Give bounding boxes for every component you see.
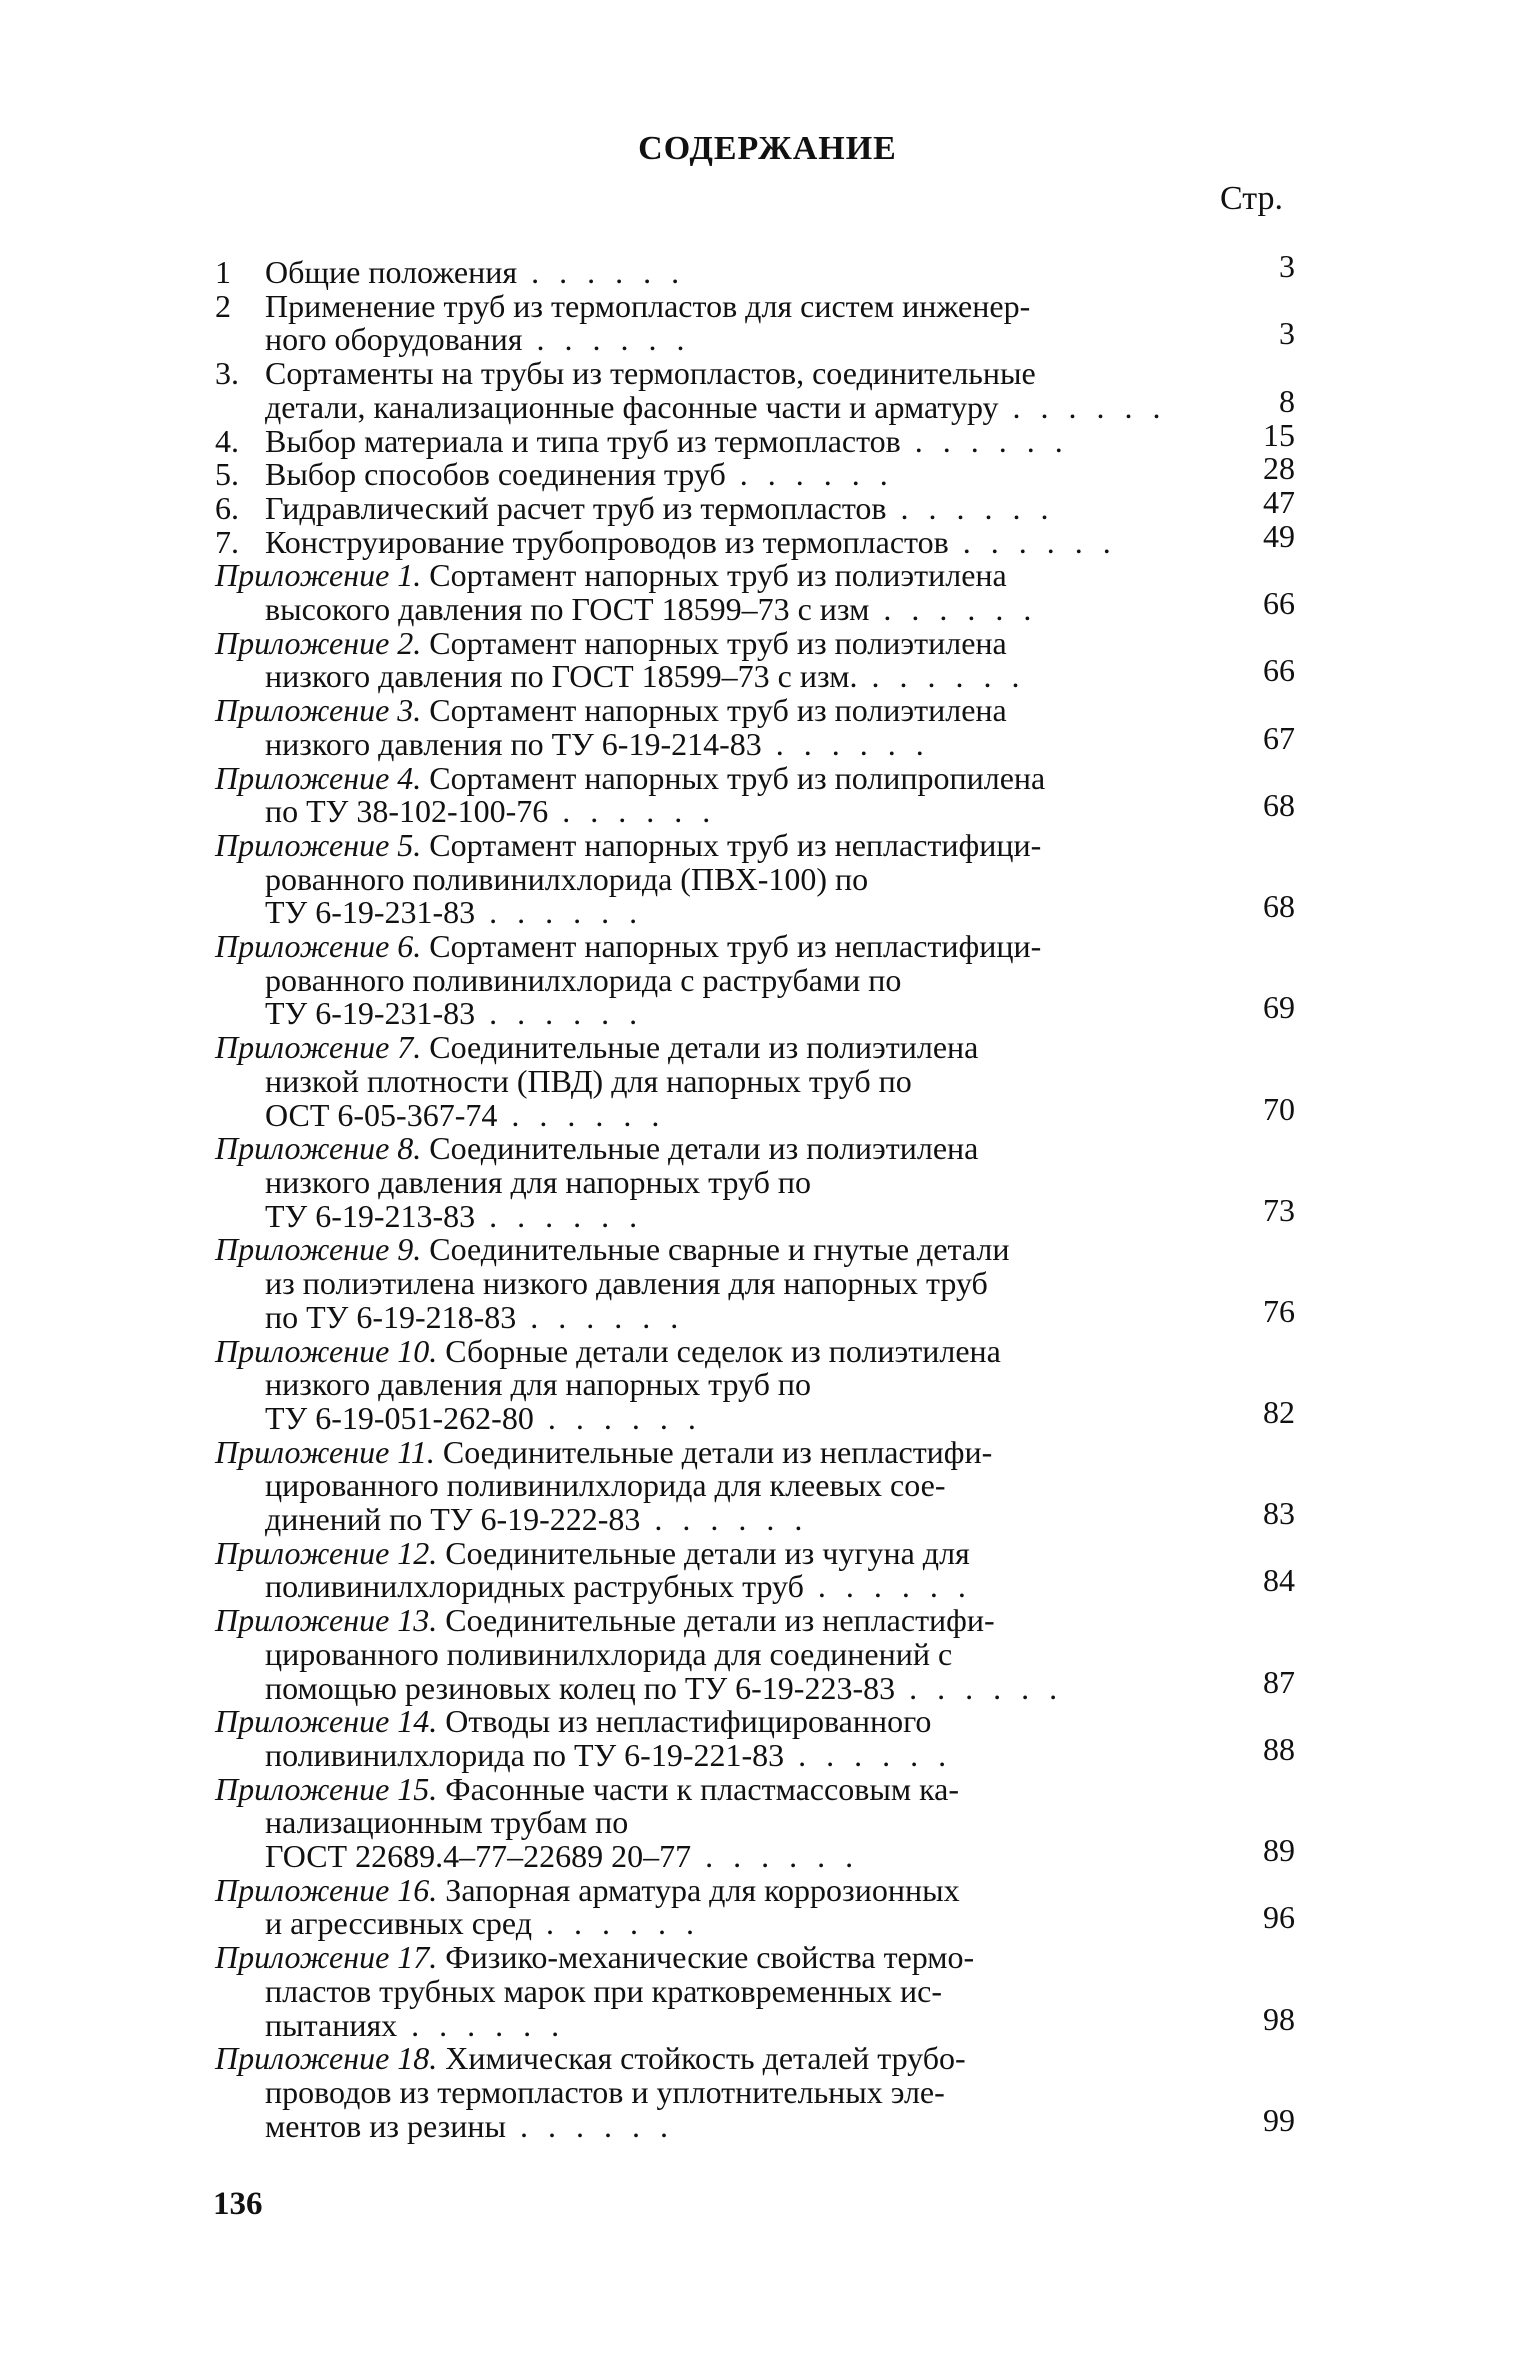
toc-entry-text: низкой плотности (ПВД) для напорных труб по	[265, 1062, 912, 1099]
table-of-contents	[215, 248, 1295, 2144]
toc-line	[215, 1469, 1295, 1503]
toc-page-number: 3	[1279, 248, 1295, 284]
toc-leader-dots: . . . . . .	[497, 1096, 666, 1133]
toc-entry	[215, 759, 1295, 830]
toc-appendix-label: Приложение 4.	[215, 759, 430, 796]
toc-line	[215, 1332, 1295, 1369]
toc-line	[215, 660, 1295, 694]
page-number: 136	[213, 2186, 263, 2222]
toc-line	[215, 1871, 1295, 1908]
toc-entry-text: Физико-механические свойства термо-	[445, 1939, 975, 1976]
toc-appendix-label: Приложение 8.	[215, 1130, 430, 1167]
toc-appendix-label: Приложение 7.	[215, 1029, 430, 1066]
toc-line	[215, 1031, 1295, 1065]
toc-entry	[215, 1871, 1295, 1942]
toc-leader-dots: . . . . . .	[948, 523, 1117, 560]
toc-entry-text: рованного поливинилхлорида (ПВХ-100) по	[265, 860, 869, 897]
toc-page-number: 70	[1263, 1090, 1295, 1127]
toc-entry	[215, 694, 1295, 761]
toc-page-number: 66	[1263, 585, 1295, 622]
toc-leader-dots: . . . . . .	[397, 2006, 566, 2043]
toc-entry-number: 2	[215, 287, 231, 324]
toc-leader-dots: . . . . . .	[803, 1568, 972, 1605]
toc-entry-text: Запорная арматура для коррозионных	[445, 1871, 960, 1908]
toc-line	[215, 1132, 1295, 1166]
toc-line	[215, 1972, 1295, 2009]
toc-entry	[215, 1770, 1295, 1875]
toc-entry	[215, 2042, 1295, 2143]
toc-entry-text: Выбор материала и типа труб из термопластов	[265, 422, 901, 459]
toc-leader-dots: . . . . . .	[475, 1197, 644, 1234]
toc-entry-text: проводов из термопластов и уплотнительных эле-	[265, 2073, 945, 2110]
toc-line	[215, 458, 1295, 492]
toc-line	[215, 1534, 1295, 1571]
toc-page-number: 73	[1263, 1191, 1295, 1228]
toc-page-number: 69	[1263, 989, 1295, 1026]
page-title: СОДЕРЖАНИЕ	[638, 130, 897, 167]
toc-line	[215, 1604, 1295, 1638]
toc-line	[215, 256, 1295, 290]
toc-line	[215, 1669, 1295, 1706]
toc-page-number: 15	[1263, 416, 1295, 453]
toc-entry-text: и агрессивных сред	[265, 1905, 532, 1942]
toc-line	[215, 997, 1295, 1031]
toc-page-number: 47	[1263, 483, 1295, 520]
toc-line	[215, 1368, 1295, 1402]
toc-entry-text: Сборные детали седелок из полиэтилена	[445, 1332, 1001, 1369]
toc-line	[215, 1298, 1295, 1335]
toc-leader-dots: . . . . . .	[506, 2107, 674, 2144]
toc-entry	[215, 624, 1295, 695]
toc-entry	[215, 287, 1295, 358]
toc-line	[215, 357, 1295, 391]
toc-appendix-label: Приложение 13.	[215, 1602, 446, 1639]
toc-entry-text: поливинилхлоридных раструбных труб	[265, 1568, 804, 1605]
toc-appendix-label: Приложение 17.	[215, 1939, 446, 1976]
toc-line	[215, 1736, 1295, 1773]
toc-page-number: 28	[1263, 450, 1295, 487]
toc-entry-text: Соединительные сварные и гнутые детали	[429, 1231, 1010, 1268]
toc-appendix-label: Приложение 9.	[215, 1231, 430, 1268]
toc-page-number: 67	[1263, 719, 1295, 756]
toc-line	[215, 489, 1295, 526]
toc-leader-dots: . . . . . .	[725, 456, 894, 493]
toc-line	[215, 1399, 1295, 1436]
toc-entry-text: Гидравлический расчет труб из термопластов	[265, 489, 887, 526]
toc-entry	[215, 450, 1295, 493]
toc-entry-text: по ТУ 38-102-100-76	[265, 793, 549, 830]
toc-entry-text: Соединительные детали из полиэтилена	[429, 1130, 979, 1167]
toc-entry-text: Сортамент напорных труб из полиэтилена	[429, 557, 1007, 594]
toc-line	[215, 1163, 1295, 1200]
toc-leader-dots: . . . . . .	[784, 1736, 953, 1773]
toc-line	[215, 759, 1295, 796]
toc-line	[215, 795, 1295, 829]
toc-appendix-label: Приложение 12.	[215, 1534, 446, 1571]
toc-entry	[215, 559, 1295, 626]
toc-line	[215, 1096, 1295, 1133]
toc-entry	[215, 1132, 1295, 1233]
toc-entry	[215, 1233, 1295, 1334]
toc-entry-text: ТУ 6-19-231-83	[265, 894, 476, 931]
toc-entry-text: Сортамент напорных труб из непластифици-	[429, 826, 1042, 863]
toc-leader-dots: . . . . . .	[900, 422, 1069, 459]
toc-entry-text: Соединительные детали из непластифи-	[442, 1433, 993, 1470]
toc-entry-text: динений по ТУ 6-19-222-83	[265, 1501, 641, 1538]
toc-line	[215, 1433, 1295, 1470]
toc-leader-dots: . . . . . .	[886, 489, 1055, 526]
toc-line	[215, 323, 1295, 357]
toc-entry-text: нализационным трубам по	[265, 1804, 629, 1841]
toc-entry-text: Общие положения	[265, 254, 518, 290]
toc-entry-number: 5.	[215, 456, 239, 493]
toc-entry-text: рованного поливинилхлорида с раструбами по	[265, 961, 902, 998]
toc-appendix-label: Приложение 2.	[215, 624, 430, 661]
toc-leader-dots: . . . . . .	[531, 1905, 700, 1942]
toc-appendix-label: Приложение 3.	[215, 692, 430, 729]
toc-leader-dots: . . . . . .	[548, 793, 717, 830]
toc-entry-text: ОСТ 6-05-367-74	[265, 1096, 498, 1133]
toc-entry	[215, 826, 1295, 931]
toc-appendix-label: Приложение 18.	[215, 2040, 446, 2077]
toc-entry-text: ТУ 6-19-051-262-80	[265, 1399, 534, 1436]
toc-entry	[215, 930, 1295, 1031]
toc-entry-text: Применение труб из термопластов для систем инженер-	[265, 287, 1031, 324]
toc-line	[215, 593, 1295, 627]
toc-entry-text: низкого давления по ТУ 6-19-214-83	[265, 725, 762, 762]
toc-line	[215, 559, 1295, 593]
toc-leader-dots: . . . . . .	[522, 321, 691, 358]
toc-entry-number: 4.	[215, 422, 239, 459]
toc-leader-dots: . . . . . .	[895, 1669, 1064, 1706]
toc-entry-text: низкого давления для напорных труб по	[265, 1163, 812, 1200]
toc-appendix-label: Приложение 1.	[215, 557, 430, 594]
toc-entry	[215, 1941, 1295, 2042]
toc-page-number: 68	[1263, 787, 1295, 824]
toc-page-number: 3	[1279, 315, 1295, 352]
toc-line	[215, 2073, 1295, 2110]
toc-entry	[215, 483, 1295, 526]
toc-entry-text: Сортамент напорных труб из непластифици-	[429, 928, 1042, 965]
toc-line	[215, 1233, 1295, 1267]
toc-entry-number: 6.	[215, 489, 239, 526]
toc-entry-text: по ТУ 6-19-218-83	[265, 1298, 517, 1335]
toc-appendix-label: Приложение 15.	[215, 1770, 446, 1807]
page-column-label: Стр.	[1220, 180, 1284, 217]
toc-entry-text: Фасонные части к пластмассовым ка-	[445, 1770, 959, 1807]
toc-entry	[215, 248, 1295, 290]
toc-page-number: 76	[1263, 1292, 1295, 1329]
toc-entry-text: Сортамент напорных труб из полипропилена	[429, 759, 1046, 796]
toc-entry-text: низкого давления по ГОСТ 18599–73 с изм.	[265, 658, 858, 695]
toc-line	[215, 388, 1295, 425]
toc-entry-text: Конструирование трубопроводов из термопластов	[265, 523, 949, 560]
toc-appendix-label: Приложение 16.	[215, 1871, 446, 1908]
toc-entry-number: 3.	[215, 355, 239, 392]
toc-page-number: 83	[1263, 1495, 1295, 1532]
toc-page-number: 68	[1263, 888, 1295, 925]
toc-entry	[215, 1705, 1295, 1772]
toc-entry-text: Сортамент напорных труб из полиэтилена	[429, 692, 1007, 729]
toc-page-number: 87	[1263, 1663, 1295, 1700]
toc-page-number: 88	[1263, 1730, 1295, 1767]
toc-leader-dots: . . . . . .	[475, 894, 644, 931]
toc-entry-text: ТУ 6-19-213-83	[265, 1197, 476, 1234]
toc-leader-dots: . . . . . .	[869, 591, 1038, 628]
toc-line	[215, 422, 1295, 459]
toc-leader-dots: . . . . . .	[761, 725, 930, 762]
toc-entry-number: 1	[215, 254, 231, 290]
toc-entry-text: ного оборудования	[265, 321, 523, 358]
toc-leader-dots: . . . . . .	[533, 1399, 702, 1436]
toc-line	[215, 2042, 1295, 2076]
toc-page-number: 98	[1263, 2000, 1295, 2037]
toc-line	[215, 1503, 1295, 1537]
toc-entry-text: цированного поливинилхлорида для клеевых сое-	[265, 1467, 946, 1504]
toc-page-number: 82	[1263, 1393, 1295, 1430]
toc-line	[215, 725, 1295, 762]
toc-leader-dots: . . . . . .	[691, 1838, 860, 1875]
toc-entry-text: Соединительные детали из полиэтилена	[429, 1029, 979, 1066]
toc-line	[215, 1635, 1295, 1672]
toc-entry-text: Химическая стойкость деталей трубо-	[445, 2040, 966, 2077]
toc-line	[215, 1267, 1295, 1301]
toc-line	[215, 287, 1295, 324]
toc-line	[215, 1770, 1295, 1807]
toc-line	[215, 1062, 1295, 1099]
toc-entry	[215, 1534, 1295, 1605]
toc-page-number: 66	[1263, 652, 1295, 689]
toc-entry-text: Выбор способов соединения труб	[265, 456, 726, 493]
toc-line	[215, 694, 1295, 728]
toc-page-number: 84	[1263, 1562, 1295, 1599]
toc-entry-number: 7.	[215, 523, 239, 560]
toc-entry	[215, 1332, 1295, 1436]
toc-page-number: 99	[1263, 2101, 1295, 2138]
toc-line	[215, 896, 1295, 930]
toc-entry	[215, 1031, 1295, 1132]
toc-line	[215, 1941, 1295, 1975]
toc-line	[215, 860, 1295, 897]
toc-entry-text: ГОСТ 22689.4–77–22689 20–77	[265, 1838, 692, 1875]
toc-entry-text: помощью резиновых колец по ТУ 6-19-223-83	[265, 1669, 896, 1706]
toc-leader-dots: . . . . . .	[475, 995, 644, 1032]
toc-entry	[215, 1433, 1295, 1538]
toc-page-number: 96	[1263, 1899, 1295, 1936]
toc-entry-text: детали, канализационные фасонные части и арматуру	[265, 388, 999, 425]
toc-line	[215, 1705, 1295, 1739]
toc-line	[215, 930, 1295, 964]
toc-entry-text: Соединительные детали из чугуна для	[445, 1534, 970, 1571]
toc-entry	[215, 357, 1295, 424]
toc-page-number: 8	[1279, 382, 1295, 419]
toc-entry-text: пластов трубных марок при кратковременных ис-	[265, 1972, 942, 2009]
toc-line	[215, 961, 1295, 998]
toc-appendix-label: Приложение 10.	[215, 1332, 446, 1369]
toc-appendix-label: Приложение 11.	[215, 1433, 443, 1470]
toc-entry-text: низкого давления для напорных труб по	[265, 1366, 812, 1403]
toc-page-number: 49	[1263, 517, 1295, 554]
toc-entry-text: Отводы из непластифицированного	[445, 1703, 932, 1740]
toc-line	[215, 624, 1295, 661]
toc-entry-text: ментов из резины	[265, 2107, 506, 2144]
toc-line	[215, 1840, 1295, 1874]
toc-entry-text: Сортамент напорных труб из полиэтилена	[429, 624, 1007, 661]
toc-entry-text: пытаниях	[265, 2006, 398, 2043]
toc-appendix-label: Приложение 5.	[215, 826, 430, 863]
toc-leader-dots: . . . . . .	[640, 1501, 809, 1538]
toc-line	[215, 2006, 1295, 2043]
toc-leader-dots: . . . . . .	[857, 658, 1026, 695]
toc-page-number: 89	[1263, 1832, 1295, 1869]
toc-line	[215, 523, 1295, 560]
toc-entry-text: ТУ 6-19-231-83	[265, 995, 476, 1032]
toc-entry-text: Сортаменты на трубы из термопластов, соединительные	[265, 355, 1036, 392]
toc-entry-text: поливинилхлорида по ТУ 6-19-221-83	[265, 1736, 785, 1773]
toc-entry	[215, 517, 1295, 560]
toc-appendix-label: Приложение 6.	[215, 928, 430, 965]
toc-line	[215, 1197, 1295, 1234]
toc-entry-text: цированного поливинилхлорида для соединений с	[265, 1635, 953, 1672]
toc-appendix-label: Приложение 14.	[215, 1703, 446, 1740]
toc-entry-text: Соединительные детали из непластифи-	[445, 1602, 995, 1639]
toc-line	[215, 1907, 1295, 1941]
toc-leader-dots: . . . . . .	[998, 388, 1167, 425]
toc-line	[215, 826, 1295, 863]
toc-entry-text: из полиэтилена низкого давления для напорных труб	[265, 1265, 988, 1302]
toc-leader-dots: . . . . . .	[517, 254, 686, 290]
toc-line	[215, 1806, 1295, 1840]
toc-leader-dots: . . . . . .	[516, 1298, 685, 1335]
toc-line	[215, 2107, 1295, 2144]
toc-entry	[215, 416, 1295, 459]
toc-line	[215, 1570, 1295, 1604]
toc-entry	[215, 1604, 1295, 1705]
toc-entry-text: высокого давления по ГОСТ 18599–73 с изм	[265, 591, 870, 628]
